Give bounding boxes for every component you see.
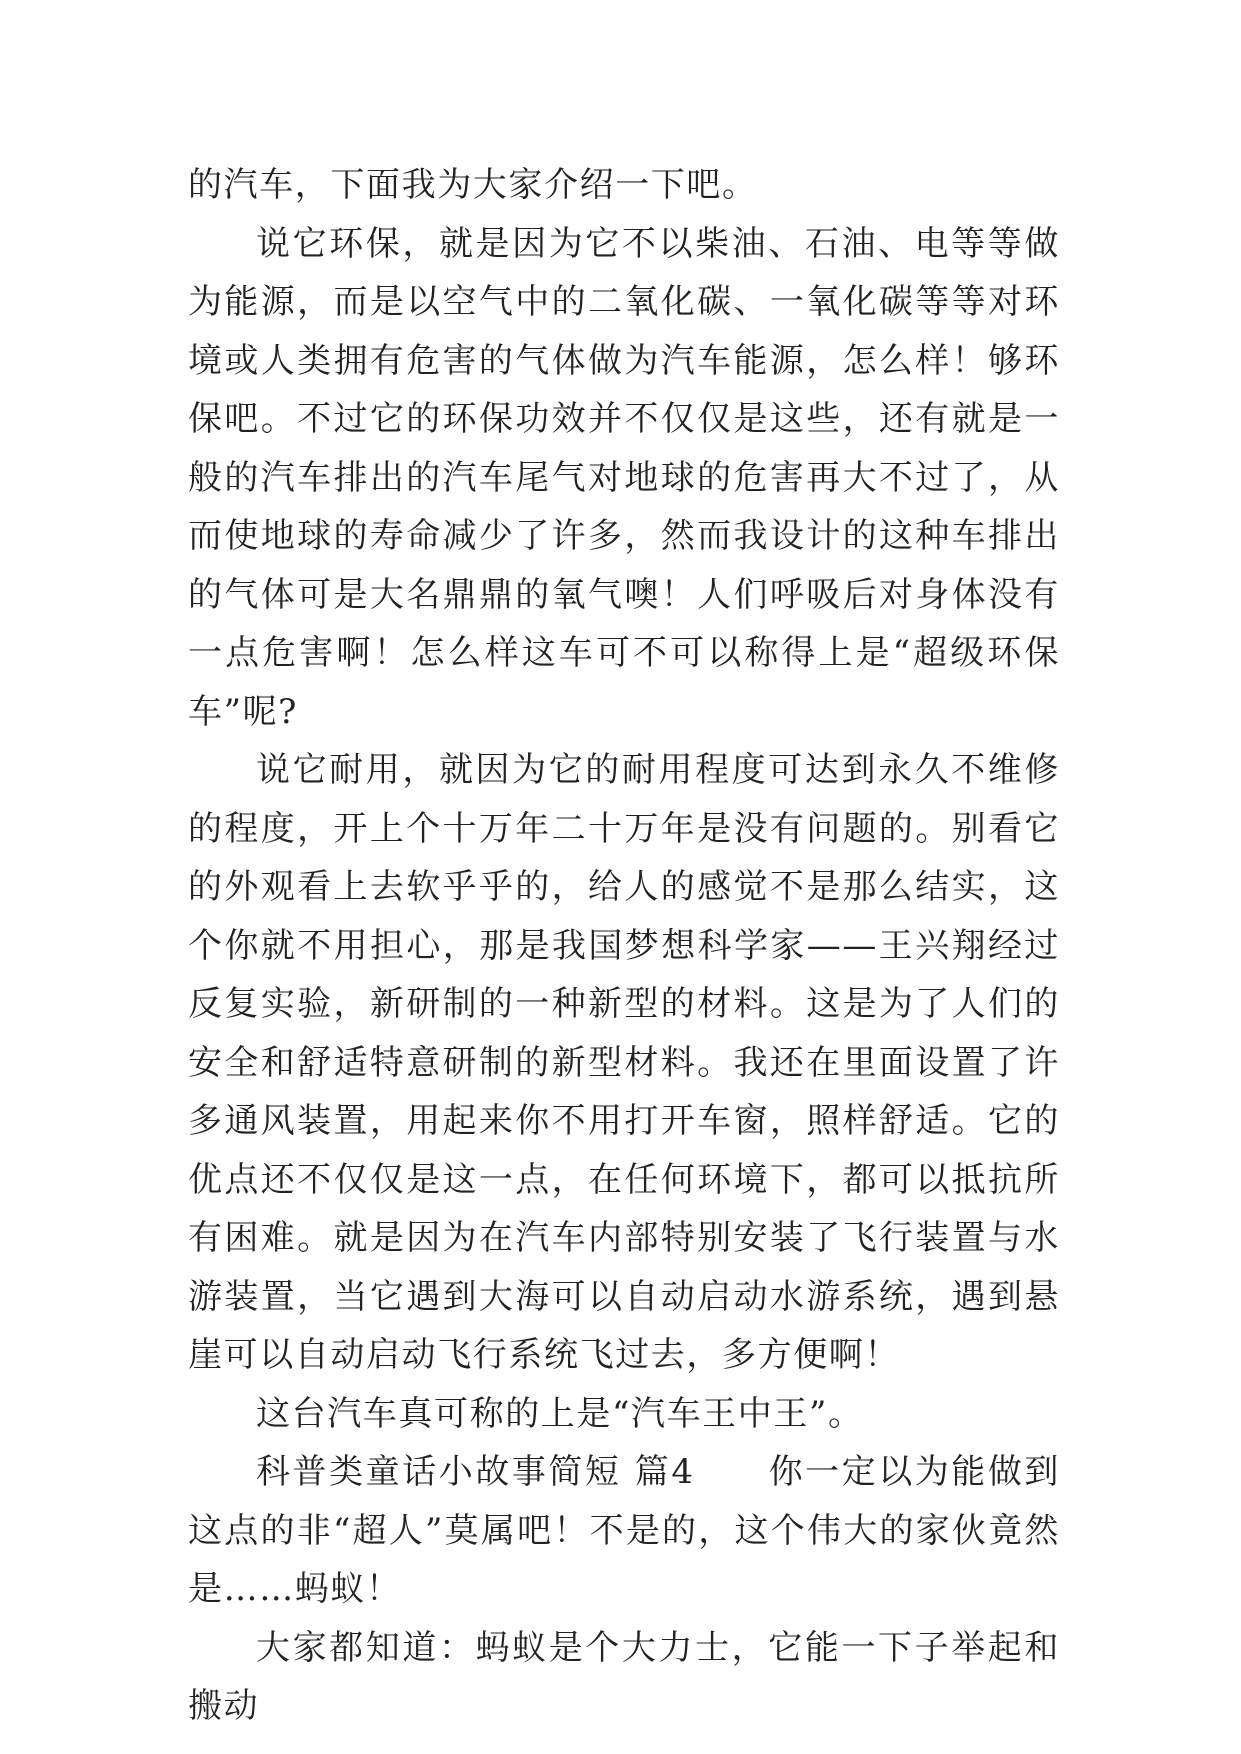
paragraph-summary: 这台汽车真可称的上是“汽车王中王”。 — [256, 1393, 864, 1434]
paragraph-story-4: 科普类童话小故事简短 篇4 你一定以为能做到这点的非“超人”莫属吧！不是的，这个伟大的家伙竟然是……蚂蚁！ — [188, 1452, 1060, 1609]
document-body — [188, 156, 1060, 1736]
paragraph-eco-friendly: 说它环保，就是因为它不以柴油、石油、电等等做为能源，而是以空气中的二氧化碳、一氧化碳等等对环境或人类拥有危害的气体做为汽车能源，怎么样！够环保吧。不过它的环保功效并不仅仅是这些，还有就是一般的汽车排出的汽车尾气对地球的危害再大不过了，从而使地球的寿命减少了许多，然而我设计的这种车排出的气体可是大名鼎鼎的氧气噢！人们呼吸后对身体没有一点危害啊！怎么样这车可不可以称得上是“超级环保车”呢? — [188, 223, 1060, 732]
paragraph-continuation: 的汽车，下面我为大家介绍一下吧。 — [188, 165, 758, 205]
paragraph-ant-strength: 大家都知道：蚂蚁是个大力士，它能一下子举起和搬动 — [188, 1627, 1060, 1726]
paragraph-durable: 说它耐用，就因为它的耐用程度可达到永久不维修的程度，开上个十万年二十万年是没有问题的。别看它的外观看上去软乎乎的，给人的感觉不是那么结实，这个你就不用担心，那是我国梦想科学家——王兴翔经过反复实验，新研制的一种新型的材料。这是为了人们的安全和舒适特意研制的新型材料。我还在里面设置了许多通风装置，用起来你不用打开车窗，照样舒适。它的优点还不仅仅是这一点，在任何环境下，都可以抵抗所有困难。就是因为在汽车内部特别安装了飞行装置与水游装置，当它遇到大海可以自动启动水游系统，遇到悬崖可以自动启动飞行系统飞过去，多方便啊！ — [188, 750, 1060, 1375]
